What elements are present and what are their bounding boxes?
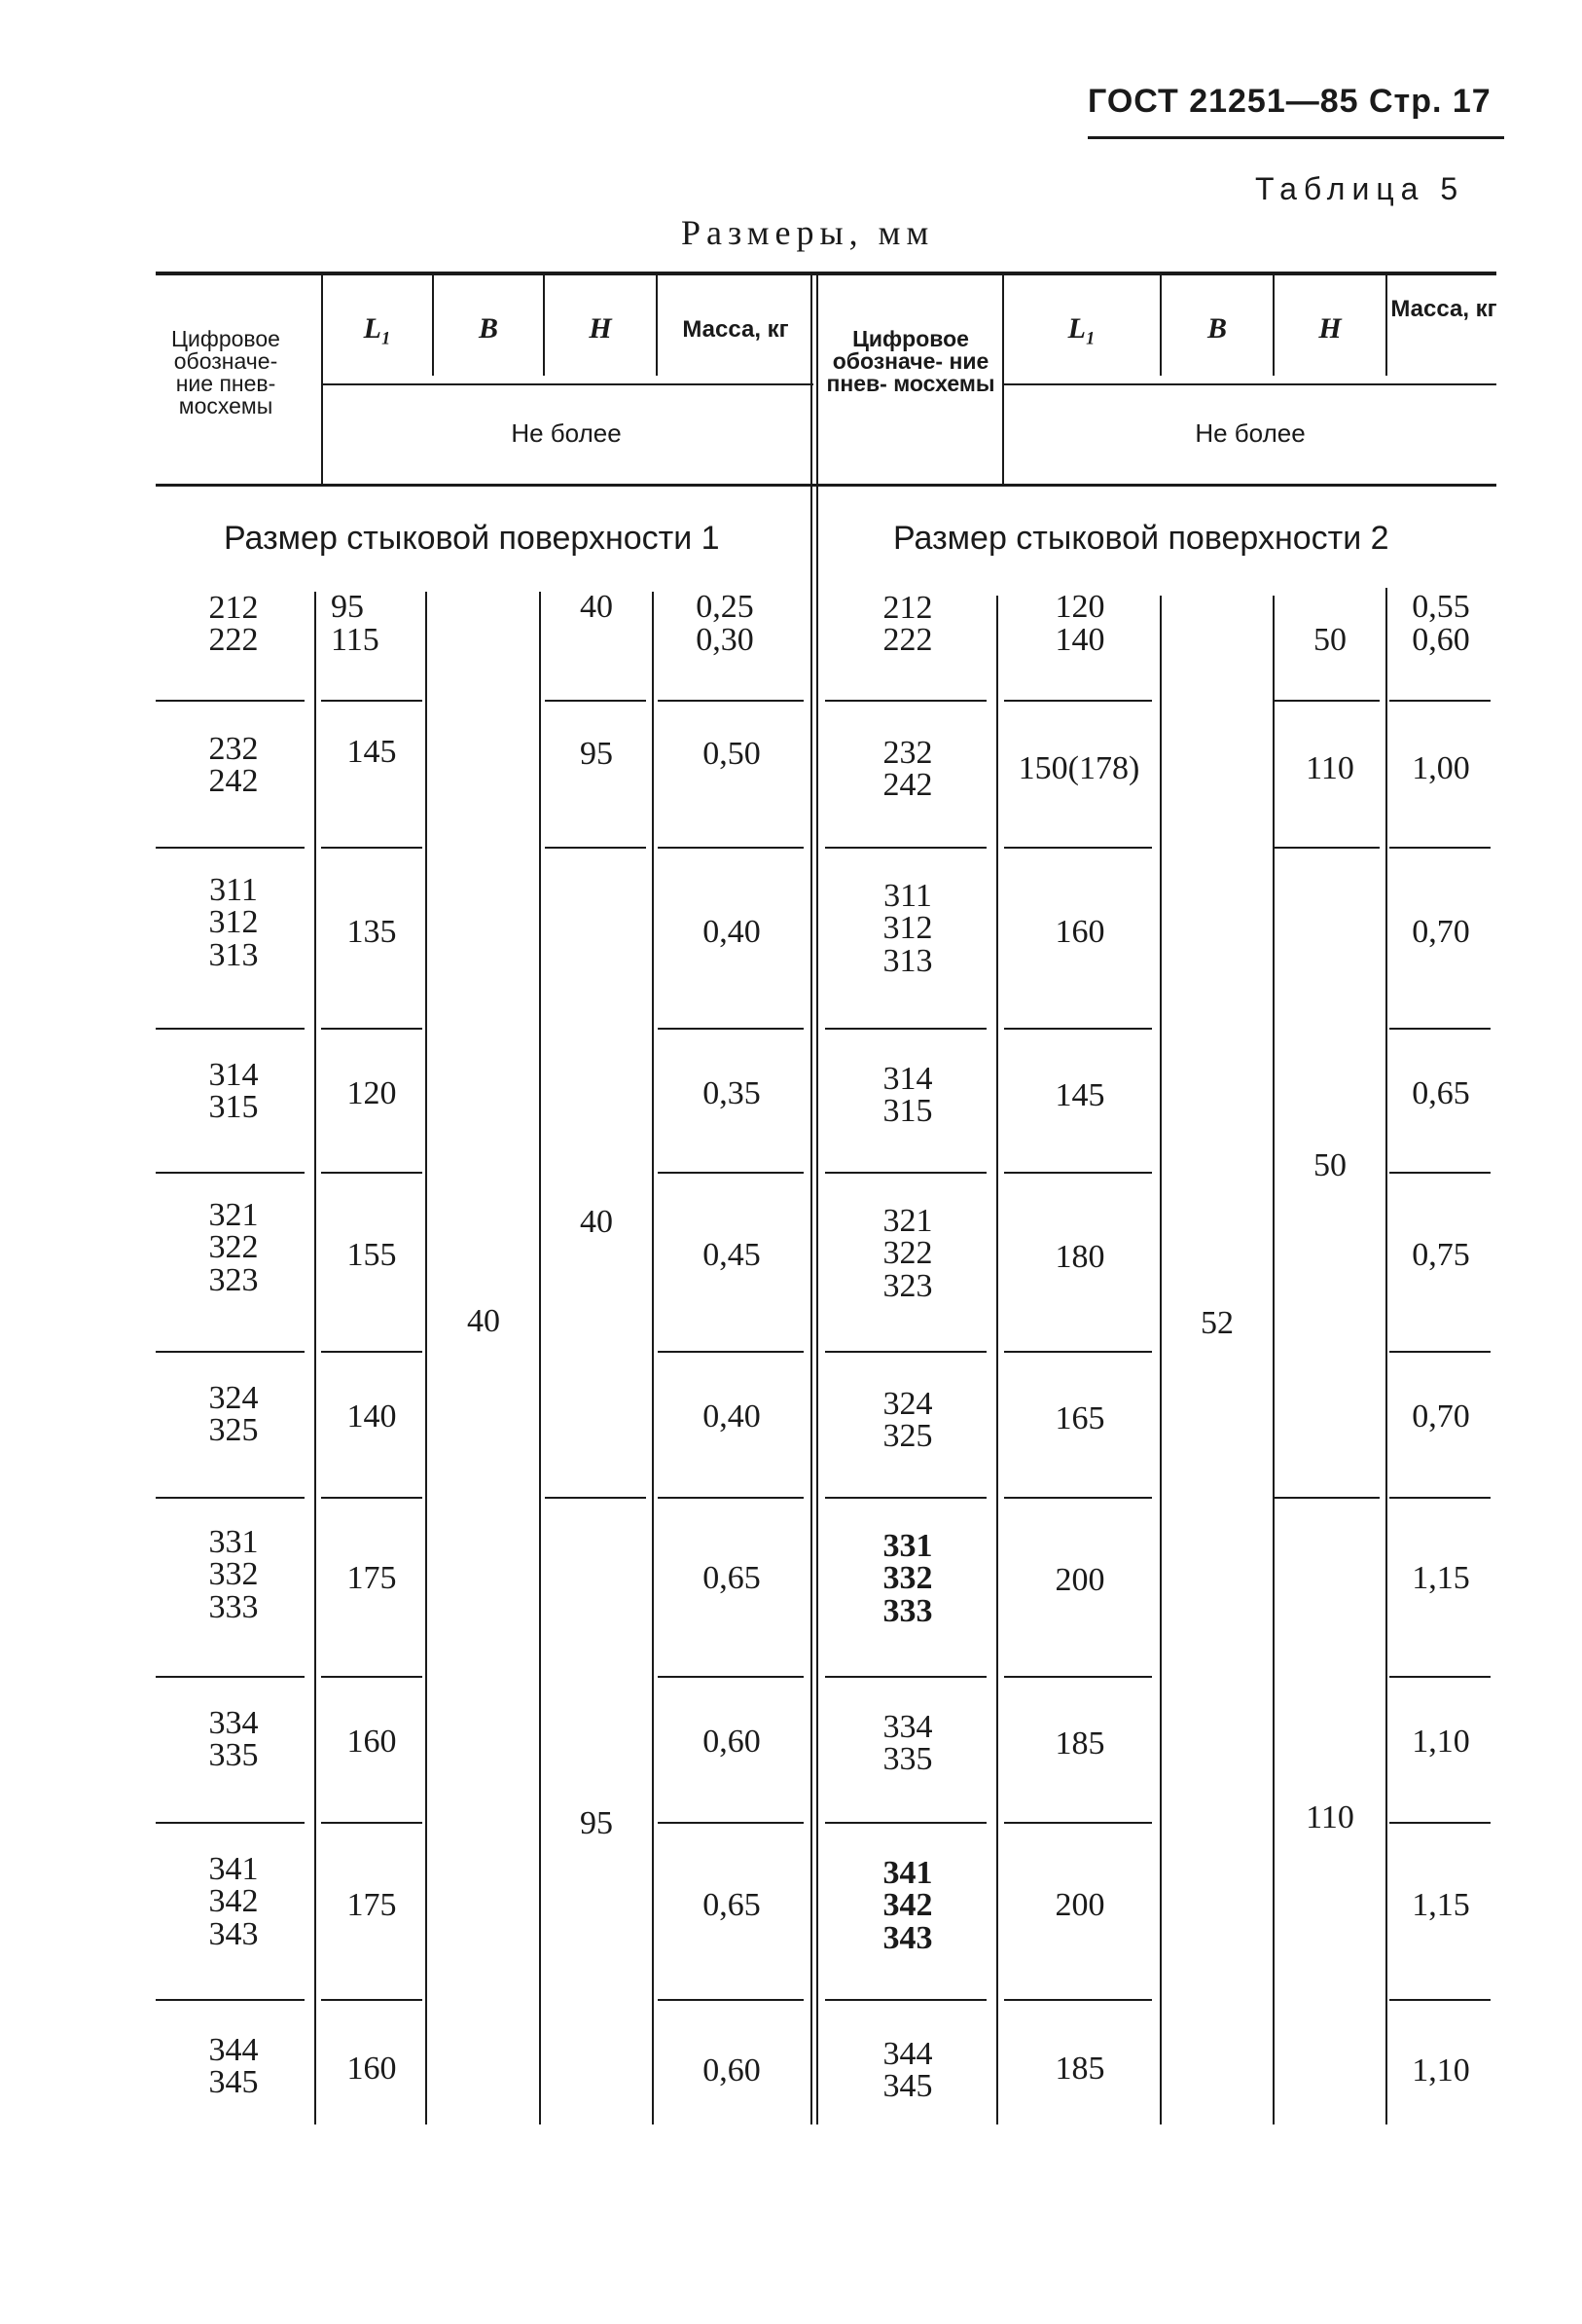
cell-code: 341 342 343: [882, 1855, 933, 1956]
cell-mass: 0,55 0,60: [1412, 589, 1470, 658]
row-rule: [321, 1497, 422, 1499]
cell-code: 344 345: [208, 2031, 259, 2100]
row-rule: [825, 1172, 987, 1174]
header-rule: [1088, 136, 1504, 139]
col-header-h-right: H: [1318, 312, 1342, 345]
row-rule: [825, 1351, 987, 1353]
body-vrule: [996, 596, 998, 2124]
row-rule: [658, 1351, 804, 1353]
row-rule: [1004, 1822, 1152, 1824]
row-rule: [658, 847, 804, 849]
cell-mass: 0,75: [1412, 1237, 1470, 1273]
row-rule: [658, 700, 804, 702]
cell-h: 40: [580, 589, 613, 625]
cell-code: 232 242: [882, 734, 933, 803]
cell-mass: 1,10: [1412, 1724, 1470, 1760]
body-vrule: [539, 592, 541, 2124]
col-header-code-right: Цифровое обозначе- ние пнев- мосхемы: [826, 326, 995, 396]
cell-mass: 0,65: [702, 1887, 761, 1923]
not-more-label-left: Не более: [511, 418, 622, 448]
cell-code: 324 325: [208, 1379, 259, 1448]
cell-b-merged: 40: [467, 1303, 500, 1339]
row-rule: [825, 1822, 987, 1824]
row-rule: [1389, 1822, 1491, 1824]
row-rule: [1004, 1172, 1152, 1174]
header-vrule: [1385, 275, 1387, 376]
table-top-rule: [156, 272, 1496, 275]
cell-code: 321 322 323: [882, 1203, 933, 1304]
row-rule: [825, 847, 987, 849]
cell-mass: 1,10: [1412, 2052, 1470, 2088]
row-rule: [1004, 1999, 1152, 2001]
row-rule: [1004, 1351, 1152, 1353]
header-bottom-rule: [156, 484, 1496, 487]
row-rule: [156, 1028, 305, 1030]
cell-mass: 0,70: [1412, 914, 1470, 950]
row-rule: [825, 1999, 987, 2001]
row-rule: [825, 1028, 987, 1030]
cell-mass: 1,15: [1412, 1887, 1470, 1923]
cell-l1: 200: [1055, 1887, 1105, 1923]
col-header-mass-left: Масса, кг: [682, 316, 789, 343]
row-rule: [545, 700, 646, 702]
col-header-l1-left: L₁: [363, 312, 392, 345]
cell-mass: 0,40: [702, 1398, 761, 1434]
cell-h-merged: 110: [1306, 1799, 1354, 1835]
row-rule: [321, 1676, 422, 1678]
cell-code: 331 332 333: [882, 1528, 933, 1629]
row-rule: [156, 1497, 305, 1499]
row-rule: [1389, 1172, 1491, 1174]
not-more-label-right: Не более: [1195, 418, 1306, 448]
cell-mass: 0,50: [702, 736, 761, 772]
section-title-surface-1: Размер стыковой поверхности 1: [224, 520, 720, 557]
row-rule: [321, 700, 422, 702]
row-rule: [156, 700, 305, 702]
cell-mass: 0,70: [1412, 1398, 1470, 1434]
cell-code: 212 222: [882, 589, 933, 658]
row-rule: [1004, 1028, 1152, 1030]
row-rule: [1004, 1676, 1152, 1678]
cell-l1: 185: [1055, 1725, 1105, 1761]
cell-mass: 1,15: [1412, 1560, 1470, 1596]
row-rule: [156, 847, 305, 849]
row-rule: [658, 1999, 804, 2001]
row-rule: [321, 1999, 422, 2001]
cell-h: 95: [580, 1805, 613, 1841]
row-rule: [156, 1172, 305, 1174]
cell-code: 232 242: [208, 730, 259, 799]
cell-l1: 175: [346, 1560, 397, 1596]
center-double-rule: [810, 275, 812, 2124]
cell-mass: 0,60: [702, 2052, 761, 2088]
body-vrule: [1160, 596, 1162, 2124]
cell-l1: 120 140: [1055, 589, 1105, 658]
cell-code: 311 312 313: [882, 878, 933, 979]
cell-l1: 160: [346, 2051, 397, 2087]
col-header-code-left: Цифровое обозначе- ние пнев- мосхемы: [171, 326, 280, 418]
row-rule: [1004, 847, 1152, 849]
col-header-h-left: H: [589, 312, 612, 345]
cell-l1: 150(178): [1018, 750, 1140, 786]
cell-l1: 200: [1055, 1562, 1105, 1598]
cell-h: 40: [580, 1204, 613, 1240]
row-rule: [658, 1028, 804, 1030]
row-rule: [156, 1351, 305, 1353]
row-rule: [658, 1676, 804, 1678]
row-rule: [156, 1999, 305, 2001]
cell-l1: 145: [346, 734, 397, 770]
table-title: Размеры, мм: [681, 213, 935, 252]
cell-l1: 185: [1055, 2051, 1105, 2087]
row-rule: [321, 847, 422, 849]
row-rule: [825, 1497, 987, 1499]
row-rule: [1389, 1028, 1491, 1030]
row-rule: [825, 700, 987, 702]
cell-code: 324 325: [882, 1385, 933, 1454]
row-rule: [658, 1172, 804, 1174]
cell-mass: 1,00: [1412, 750, 1470, 786]
cell-mass: 0,45: [702, 1237, 761, 1273]
page-header: ГОСТ 21251—85 Стр. 17: [1088, 83, 1492, 120]
cell-code: 311 312 313: [208, 872, 259, 973]
row-rule: [545, 1497, 646, 1499]
cell-l1: 165: [1055, 1400, 1105, 1436]
row-rule: [321, 1172, 422, 1174]
cell-l1: 180: [1055, 1239, 1105, 1275]
cell-h: 50: [1313, 622, 1347, 658]
cell-code: 341 342 343: [208, 1851, 259, 1952]
cell-h-merged: 50: [1313, 1147, 1347, 1183]
cell-l1: 135: [346, 914, 397, 950]
col-header-b-left: B: [478, 312, 498, 345]
row-rule: [1389, 700, 1491, 702]
body-vrule: [314, 592, 316, 2124]
cell-code: 314 315: [882, 1060, 933, 1129]
cell-mass: 0,65: [702, 1560, 761, 1596]
cell-l1: 175: [346, 1887, 397, 1923]
row-rule: [156, 1676, 305, 1678]
row-rule: [321, 1028, 422, 1030]
header-mid-rule-right: [1002, 383, 1496, 385]
cell-b-merged: 52: [1201, 1305, 1234, 1341]
row-rule: [1275, 700, 1380, 702]
cell-code: 314 315: [208, 1056, 259, 1125]
row-rule: [1389, 1999, 1491, 2001]
table-label: Таблица 5: [1255, 171, 1465, 206]
row-rule: [1389, 1351, 1491, 1353]
cell-mass: 0,60: [702, 1724, 761, 1760]
section-title-surface-2: Размер стыковой поверхности 2: [893, 520, 1389, 557]
row-rule: [1389, 1497, 1491, 1499]
cell-mass: 0,35: [702, 1075, 761, 1111]
row-rule: [156, 1822, 305, 1824]
cell-l1: 155: [346, 1237, 397, 1273]
cell-l1: 140: [346, 1398, 397, 1434]
cell-l1: 160: [1055, 914, 1105, 950]
row-rule: [658, 1497, 804, 1499]
cell-code: 344 345: [882, 2035, 933, 2104]
header-mid-rule-left: [321, 383, 813, 385]
col-header-b-right: B: [1206, 312, 1227, 345]
row-rule: [825, 1676, 987, 1678]
cell-mass: 0,25 0,30: [696, 589, 754, 658]
row-rule: [1004, 700, 1152, 702]
cell-code: 212 222: [208, 589, 259, 658]
col-header-l1-right: L₁: [1067, 312, 1097, 345]
cell-h: 110: [1306, 750, 1354, 786]
cell-l1: 145: [1055, 1077, 1105, 1113]
center-double-rule: [816, 275, 818, 2124]
row-rule: [545, 847, 646, 849]
cell-l1: 160: [346, 1724, 397, 1760]
cell-mass: 0,40: [702, 914, 761, 950]
cell-code: 331 332 333: [208, 1524, 259, 1625]
row-rule: [321, 1351, 422, 1353]
row-rule: [1389, 1676, 1491, 1678]
header-vrule: [1002, 275, 1004, 484]
col-header-mass-right: Масса, кг: [1390, 296, 1497, 322]
row-rule: [1004, 1497, 1152, 1499]
header-vrule: [321, 275, 323, 484]
cell-code: 321 322 323: [208, 1197, 259, 1298]
cell-h: 95: [580, 736, 613, 772]
row-rule: [658, 1822, 804, 1824]
cell-mass: 0,65: [1412, 1075, 1470, 1111]
cell-code: 334 335: [208, 1704, 259, 1773]
cell-l1: 120: [346, 1075, 397, 1111]
body-vrule: [1273, 596, 1275, 2124]
row-rule: [1275, 847, 1380, 849]
row-rule: [1389, 847, 1491, 849]
row-rule: [1275, 1497, 1380, 1499]
cell-l1: 95 115: [331, 589, 379, 658]
cell-code: 334 335: [882, 1708, 933, 1777]
row-rule: [321, 1822, 422, 1824]
